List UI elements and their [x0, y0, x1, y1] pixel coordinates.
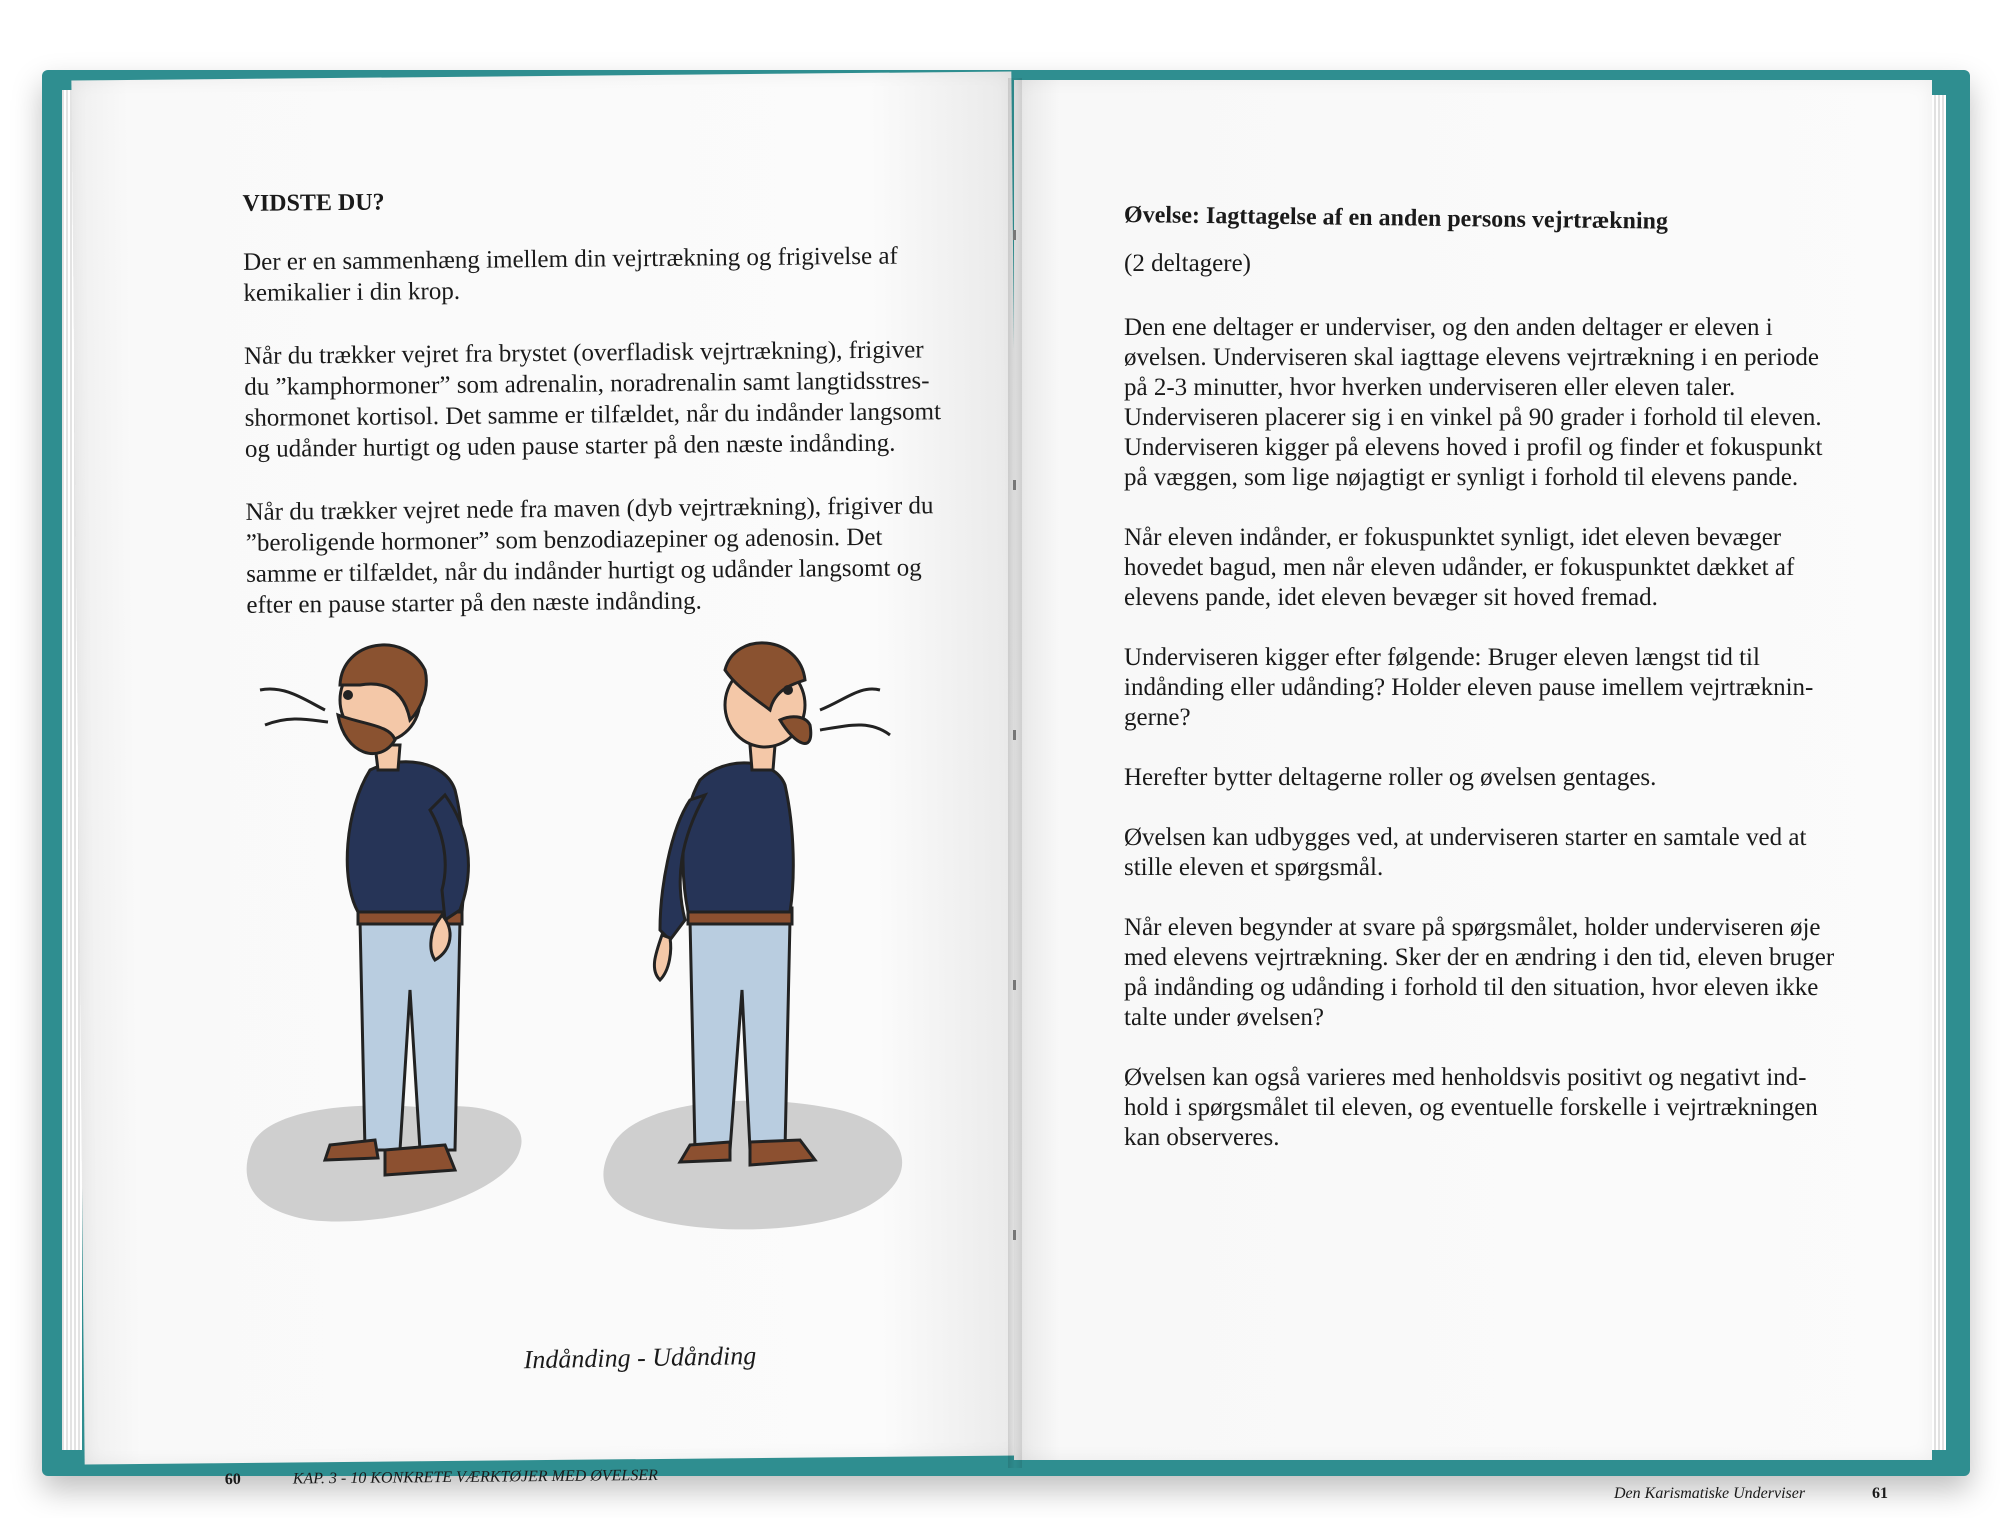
text-line: med elevens vejrtrækning. Sker der en ændring i den tid, eleven bruger: [1124, 944, 1835, 971]
page-number-left: 60: [224, 1470, 241, 1489]
text-line: du ”kamphormoner” som adrenalin, noradrenalin samt langtidsstres-: [244, 367, 930, 401]
text-line: på indånding og udånding i forhold til den situation, hvor eleven ikke: [1124, 974, 1819, 1001]
participants-note: (2 deltagere): [1124, 250, 1252, 277]
text-line: indånding eller udånding? Holder eleven pause imellem vejrtræknin-: [1124, 674, 1814, 701]
text-line: hovedet bagud, men når eleven udånder, er fokuspunktet dækket af: [1124, 554, 1795, 581]
text-line: gerne?: [1124, 704, 1191, 731]
text-line: kemikalier i din krop.: [243, 277, 461, 307]
illustration-caption: Indånding - Udånding: [523, 1341, 757, 1375]
text-line: shormonet kortisol. Det samme er tilfældet, når du indånder langsomt: [244, 398, 942, 432]
binding-stitch: [1013, 730, 1016, 740]
text-line: øvelsen. Underviseren skal iagttage elevens vejrtrækning i en periode: [1124, 344, 1819, 371]
text-line: samme er tilfældet, når du indånder hurtigt og udånder langsomt og: [245, 554, 922, 588]
text-line: Underviseren placerer sig i en vinkel på 90 grader i forhold til eleven.: [1124, 404, 1822, 431]
text-line: Der er en sammenhæng imellem din vejrtrækning og frigivelse af: [243, 242, 898, 276]
figure-exhale: [654, 643, 890, 1165]
left-heading: VIDSTE DU?: [242, 189, 385, 217]
text-line: ”beroligende hormoner” som benzodiazepiner og adenosin. Det: [245, 523, 883, 557]
text-line: Underviseren kigger på elevens hoved i profil og finder et fokuspunkt: [1124, 434, 1823, 461]
book-gutter: [1008, 78, 1022, 1468]
text-line: og udånder hurtigt og uden pause starter på den næste indånding.: [244, 429, 896, 463]
binding-stitch: [1013, 980, 1016, 990]
page-number-right: 61: [1872, 1485, 1888, 1502]
text-line: elevens pande, idet eleven bevæger sit hoved fremad.: [1124, 584, 1658, 611]
text-line: hold i spørgsmålet til eleven, og eventuelle forskelle i vejrtrækningen: [1124, 1094, 1818, 1121]
text-line: Når eleven begynder at svare på spørgsmålet, holder underviseren øje: [1124, 914, 1821, 941]
text-line: stille eleven et spørgsmål.: [1124, 854, 1384, 881]
text-line: Herefter bytter deltagerne roller og øvelsen gentages.: [1124, 764, 1657, 791]
right-page: [1014, 80, 1932, 1502]
text-line: Når eleven indånder, er fokuspunktet synligt, idet eleven bevæger: [1124, 524, 1782, 551]
book-title: Den Karismatiske Underviser: [1614, 1485, 1806, 1502]
text-line: talte under øvelsen?: [1124, 1004, 1324, 1031]
text-line: Underviseren kigger efter følgende: Bruger eleven længst tid til: [1124, 644, 1760, 671]
text-line: kan observeres.: [1124, 1124, 1280, 1151]
text-line: på væggen, som lige nøjagtigt er synligt i forhold til elevens pande.: [1124, 464, 1799, 491]
binding-stitch: [1013, 230, 1016, 240]
figure-inhale: [260, 645, 468, 1175]
text-line: Øvelsen kan også varieres med henholdsvis positivt og negativt ind-: [1124, 1064, 1807, 1091]
binding-stitch: [1013, 1230, 1016, 1240]
binding-stitch: [1013, 480, 1016, 490]
text-line: Når du trækker vejret nede fra maven (dyb vejrtrækning), frigiver du: [245, 492, 934, 526]
chapter-title: KAP. 3 - 10 KONKRETE VÆRKTØJER MED ØVELSER: [292, 1466, 658, 1488]
text-line: Når du trækker vejret fra brystet (overfladisk vejrtrækning), frigiver: [243, 336, 924, 370]
text-line: på 2-3 minutter, hvor hverken underviseren eller eleven taler.: [1124, 374, 1736, 401]
exercise-heading: Øvelse: Iagttagelse af en anden persons vejrtrækning: [1123, 202, 1669, 235]
text-line: Øvelsen kan udbygges ved, at underviseren starter en samtale ved at: [1124, 824, 1807, 851]
breathing-illustration: [230, 630, 910, 1250]
text-line: efter en pause starter på den næste indånding.: [246, 587, 702, 619]
text-line: Den ene deltager er underviser, og den anden deltager er eleven i: [1124, 314, 1773, 341]
